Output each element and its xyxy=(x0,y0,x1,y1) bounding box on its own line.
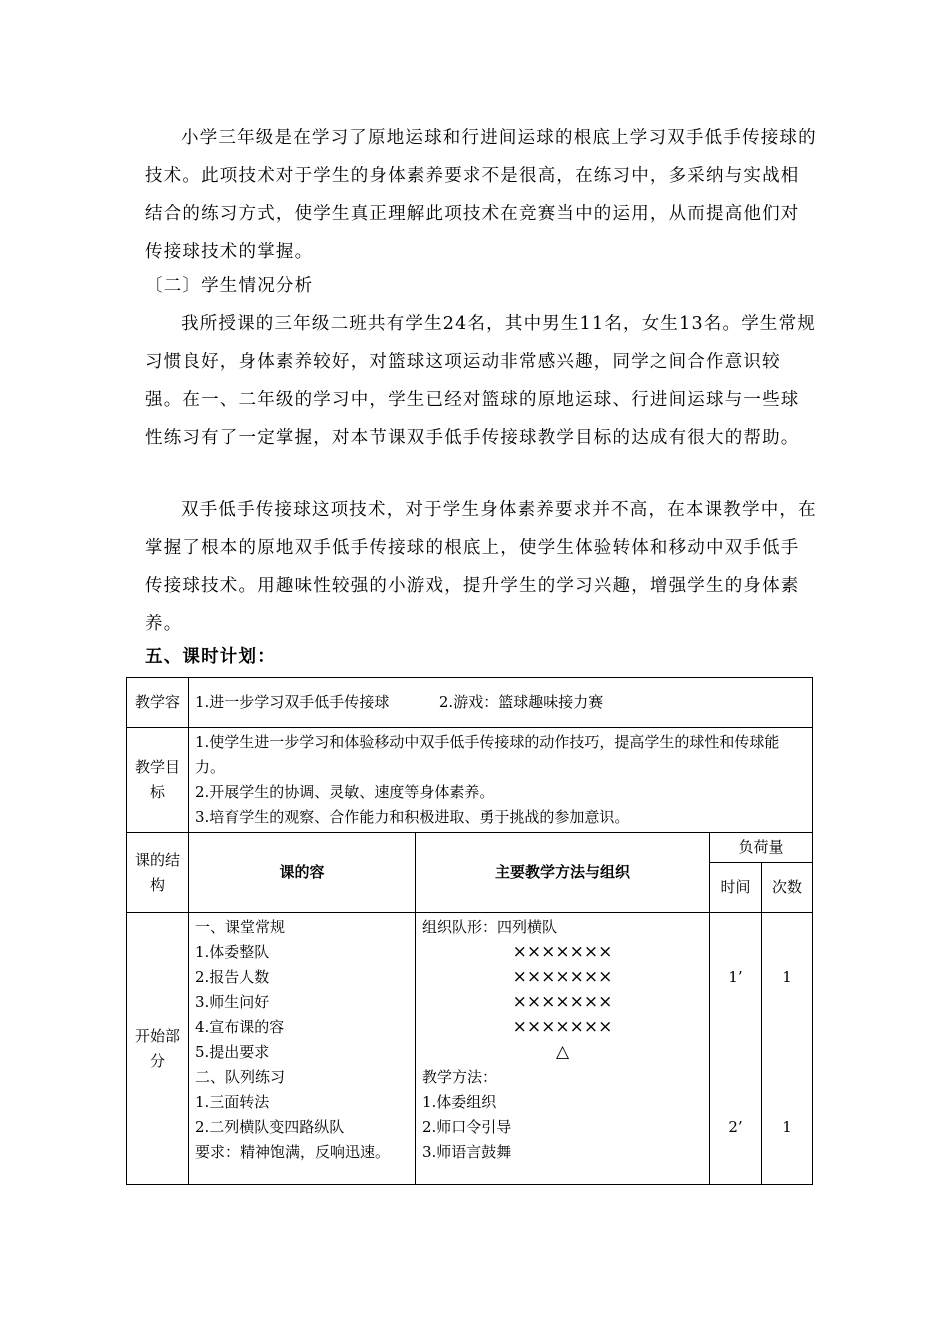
content-line: 3.师生问好 xyxy=(195,993,270,1011)
teaching-content-item-2: 2.游戏：篮球趣味接力赛 xyxy=(438,693,604,711)
paragraph-student-analysis: 我所授课的三年级二班共有学生24名，其中男生11名，女生13名。学生常规习惯良好，身体素养较好，对篮球这项运动非常感兴趣，同学之间合作意识较强。在一、二年级的学习中，学生已经对篮球的原地运球、行进间运球与一些球性练习有了一定掌握，对本节课双手低手传接球教学目标的达成有很大的帮助。 xyxy=(145,314,817,448)
count-value-2: 1 xyxy=(782,1118,792,1136)
paragraph-technique-intro: 小学三年级是在学习了原地运球和行进间运球的根底上学习双手低手传接球的技术。此项技术对于学生的身体素养要求不是很高，在练习中，多采纳与实战相结合的练习方式，使学生真正理解此项技术在竞赛当中的运用，从而提高他们对传接球技术的掌握。 xyxy=(145,128,817,262)
method-item: 1.体委组织 xyxy=(422,1093,497,1111)
label-teaching-goals: 教学目标 xyxy=(127,728,189,833)
teaching-content-cell xyxy=(189,678,813,728)
teaching-goals-cell xyxy=(189,728,813,833)
time-value-2: 2’ xyxy=(728,1118,743,1136)
header-content: 课的容 xyxy=(189,833,416,913)
header-time: 时间 xyxy=(710,863,762,913)
teaching-content-item-1: 1.进一步学习双手低手传接球 xyxy=(195,693,390,711)
content-line: 要求：精神饱满，反响迅速。 xyxy=(195,1143,391,1161)
goal-item: 2.开展学生的协调、灵敏、速度等身体素养。 xyxy=(195,783,495,801)
table-row-start-section xyxy=(127,913,813,1185)
content-line: 一、课堂常规 xyxy=(195,918,286,936)
header-method: 主要教学方法与组织 xyxy=(416,833,710,913)
table-header-row xyxy=(127,833,813,863)
lesson-plan-table xyxy=(126,677,813,1185)
method-title: 教学方法： xyxy=(422,1068,498,1086)
header-load: 负荷量 xyxy=(710,833,813,863)
section-title-lesson-plan: 五、课时计划： xyxy=(145,647,276,667)
method-item: 2.师口令引导 xyxy=(422,1118,512,1136)
formation-row: ××××××× xyxy=(512,942,613,962)
formation-row: ××××××× xyxy=(512,1017,613,1037)
header-count: 次数 xyxy=(762,863,813,913)
content-line: 2.二列横队变四路纵队 xyxy=(195,1118,345,1136)
start-count-cell xyxy=(762,913,813,1185)
count-value-1: 1 xyxy=(782,968,792,986)
paragraph-teaching-approach: 双手低手传接球这项技术，对于学生身体素养要求并不高，在本课教学中，在掌握了根本的原地双手低手传接球的根底上，使学生体验转体和移动中双手低手传接球技术。用趣味性较强的小游戏，提升学生的学习兴趣，增强学生的身体素养。 xyxy=(145,500,817,634)
header-structure: 课的结构 xyxy=(127,833,189,913)
start-method-cell xyxy=(416,913,710,1185)
content-line: 1.三面转法 xyxy=(195,1093,270,1111)
content-line: 1.体委整队 xyxy=(195,943,270,961)
start-time-cell xyxy=(710,913,762,1185)
subheading-student-analysis: 〔二〕学生情况分析 xyxy=(145,276,314,296)
formation-row: ××××××× xyxy=(512,967,613,987)
formation-row: ××××××× xyxy=(512,992,613,1012)
goal-item: 3.培育学生的观察、合作能力和积极进取、勇于挑战的参加意识。 xyxy=(195,808,630,826)
label-teaching-content: 教学容 xyxy=(127,678,189,728)
content-line: 5.提出要求 xyxy=(195,1043,270,1061)
goal-item: 1.使学生进一步学习和体验移动中双手低手传接球的动作技巧，提高学生的球性和传球能力。 xyxy=(195,733,780,776)
table-row-teaching-content xyxy=(127,678,813,728)
start-content-cell xyxy=(189,913,416,1185)
content-line: 二、队列练习 xyxy=(195,1068,286,1086)
label-start-section: 开始部分 xyxy=(127,913,189,1185)
teacher-position-mark: △ xyxy=(555,1042,570,1062)
organization-title: 组织队形：四列横队 xyxy=(422,918,558,936)
content-line: 4.宣布课的容 xyxy=(195,1018,285,1036)
content-line: 2.报告人数 xyxy=(195,968,270,986)
time-value-1: 1’ xyxy=(728,968,743,986)
table-row-teaching-goals xyxy=(127,728,813,833)
method-item: 3.师语言鼓舞 xyxy=(422,1143,512,1161)
